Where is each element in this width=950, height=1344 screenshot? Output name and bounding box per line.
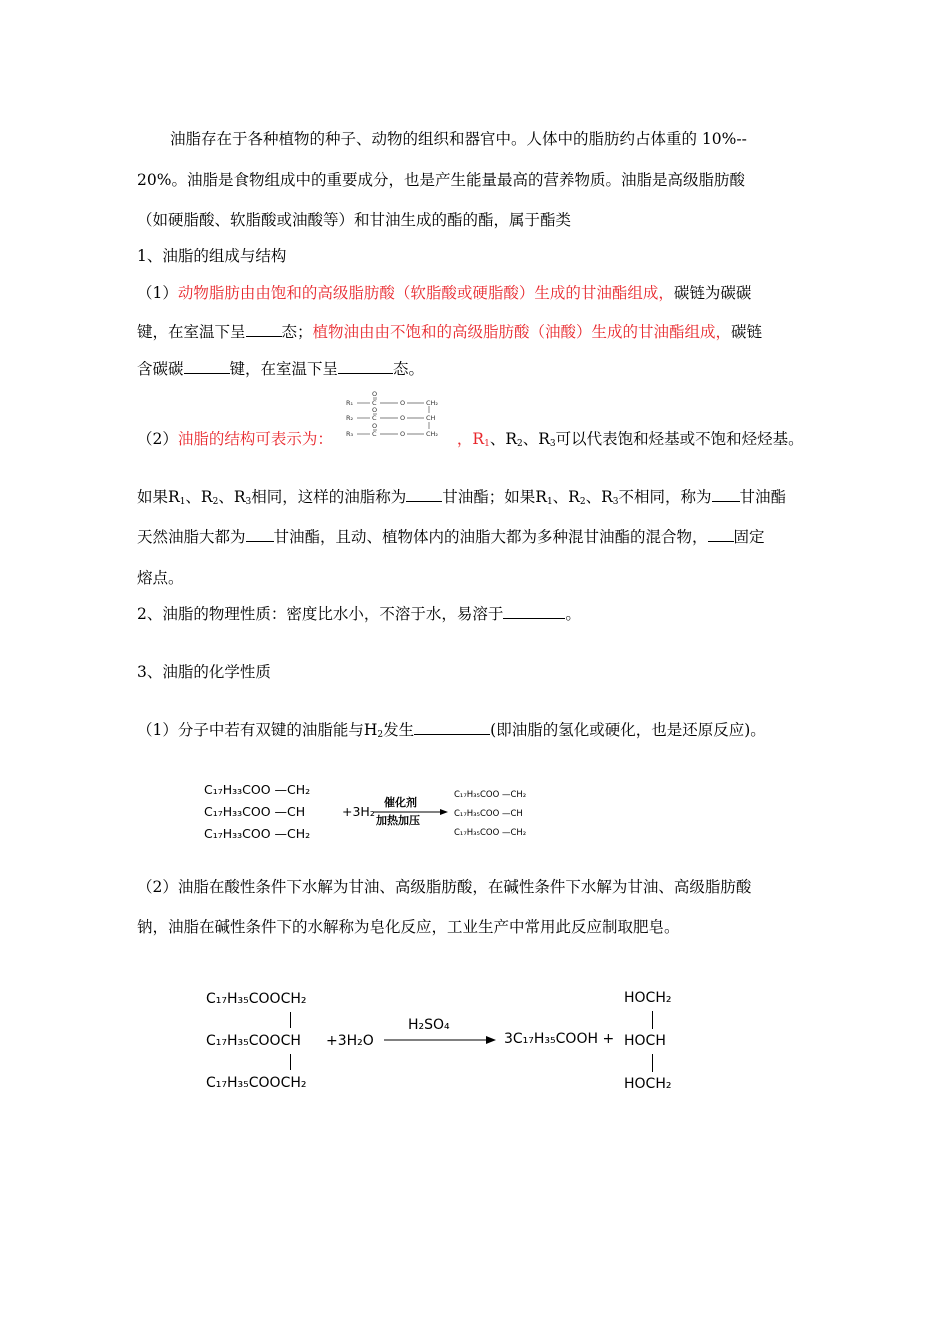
intro-line-2: 20%。油脂是食物组成中的重要成分，也是产生能量最高的营养物质。油脂是高级脂肪酸 xyxy=(137,171,745,189)
glycerol-bond-1 xyxy=(652,1011,653,1029)
svg-text:R₃: R₃ xyxy=(346,430,354,438)
hydrolysis-product: 3C₁₇H₃₅COOH + xyxy=(504,1031,615,1047)
s1-simple-glyceride-line: 如果$R_1$、$R_2$、$R_3$相同，这样的油脂称为 甘油酯；如果$R_1$、$R_2$、$R_3$不相同，称为 甘油酯 xyxy=(137,488,787,507)
s1-p2-line: （2）油脂的结构可表示为： ，$R_1$、$R_2$、$R_3$可以代表饱和烃基或不饱和烃烃基。 xyxy=(137,430,804,449)
glycerol-1: HOCH₂ xyxy=(624,990,672,1006)
svg-text:O: O xyxy=(400,414,406,422)
s1-p1-line-1: （1）动物脂肪由由饱和的高级脂肪酸（软脂酸或硬脂酸）生成的甘油酯组成，碳链为碳碳 xyxy=(137,284,752,302)
s3-p1-line: （1）分子中若有双键的油脂能与$H_2$发生 (即油脂的氢化或硬化，也是还原反应)。 xyxy=(137,721,766,740)
svg-text:C: C xyxy=(372,430,377,438)
svg-text:C: C xyxy=(372,414,377,422)
hydro-right-3: C₁₇H₃₅COO —CH₂ xyxy=(454,828,527,838)
s1-natural-oil-line: 天然油脂大都为 甘油酯，且动、植物体内的油脂大都为多种混甘油酯的混合物， 固定 xyxy=(137,528,765,546)
svg-text:R₂: R₂ xyxy=(346,414,354,422)
s3-p2-line-1: （2）油脂在酸性条件下水解为甘油、高级脂肪酸，在碱性条件下水解为甘油、高级脂肪酸 xyxy=(137,878,752,896)
s3-p2-line-2: 钠，油脂在碱性条件下的水解称为皂化反应，工业生产中常用此反应制取肥皂。 xyxy=(137,918,680,936)
intro-line-1: 油脂存在于各种植物的种子、动物的组织和器官中。人体中的脂肪约占体重的 10%-- xyxy=(170,130,747,148)
glycerol-2: HOCH xyxy=(624,1033,666,1049)
hydro-condition: 加热加压 xyxy=(376,814,420,827)
hydro-right-2: C₁₇H₃₅COO —CH xyxy=(454,809,523,819)
hydro-left-1: C₁₇H₃₃COO —CH₂ xyxy=(204,782,311,797)
svg-text:CH₂: CH₂ xyxy=(426,399,439,407)
section-1-heading: 1、油脂的组成与结构 xyxy=(137,247,287,265)
svg-text:CH₂: CH₂ xyxy=(426,430,439,438)
hydro-arrow xyxy=(374,808,448,816)
section-2-line: 2、油脂的物理性质：密度比水小，不溶于水，易溶于 。 xyxy=(137,605,581,623)
svg-text:R₁: R₁ xyxy=(346,399,354,407)
svg-text:CH: CH xyxy=(426,414,436,422)
svg-text:O: O xyxy=(372,422,378,430)
hydro-plus-h2: +3H₂ xyxy=(342,804,375,819)
hydrolysis-bond-1 xyxy=(290,1012,291,1028)
svg-text:C: C xyxy=(372,399,377,407)
hydrolysis-left-1: C₁₇H₃₅COOCH₂ xyxy=(206,991,307,1007)
glycerol-bond-2 xyxy=(652,1054,653,1072)
hydrolysis-left-2: C₁₇H₃₅COOCH xyxy=(206,1033,301,1049)
hydrolysis-bond-2 xyxy=(290,1054,291,1070)
hydrolysis-acid: H₂SO₄ xyxy=(408,1017,450,1033)
svg-text:O: O xyxy=(372,390,378,398)
hydrolysis-equation xyxy=(206,985,686,1097)
hydrogenation-equation xyxy=(204,780,564,846)
svg-text:O: O xyxy=(400,430,406,438)
glycerol-3: HOCH₂ xyxy=(624,1076,672,1092)
hydro-left-3: C₁₇H₃₃COO —CH₂ xyxy=(204,826,311,841)
hydrolysis-water: +3H₂O xyxy=(326,1033,374,1049)
s1-melting-point-line: 熔点。 xyxy=(137,569,184,587)
intro-line-3: （如硬脂酸、软脂酸或油酸等）和甘油生成的酯的酯，属于酯类 xyxy=(137,211,572,229)
s1-p1-line-2: 键，在室温下呈 态；植物油由由不饱和的高级脂肪酸（油酸）生成的甘油酯组成，碳链 xyxy=(137,323,763,341)
hydrolysis-arrow xyxy=(384,1035,496,1045)
s1-p1-line-3: 含碳碳 键，在室温下呈 态。 xyxy=(137,360,425,378)
hydro-catalyst: 催化剂 xyxy=(384,796,417,809)
hydro-right-1: C₁₇H₃₅COO —CH₂ xyxy=(454,790,527,800)
svg-text:O: O xyxy=(372,406,378,414)
hydro-left-2: C₁₇H₃₃COO —CH xyxy=(204,804,306,819)
hydrolysis-left-3: C₁₇H₃₅COOCH₂ xyxy=(206,1075,307,1091)
section-3-heading: 3、油脂的化学性质 xyxy=(137,663,271,681)
svg-text:O: O xyxy=(400,399,406,407)
